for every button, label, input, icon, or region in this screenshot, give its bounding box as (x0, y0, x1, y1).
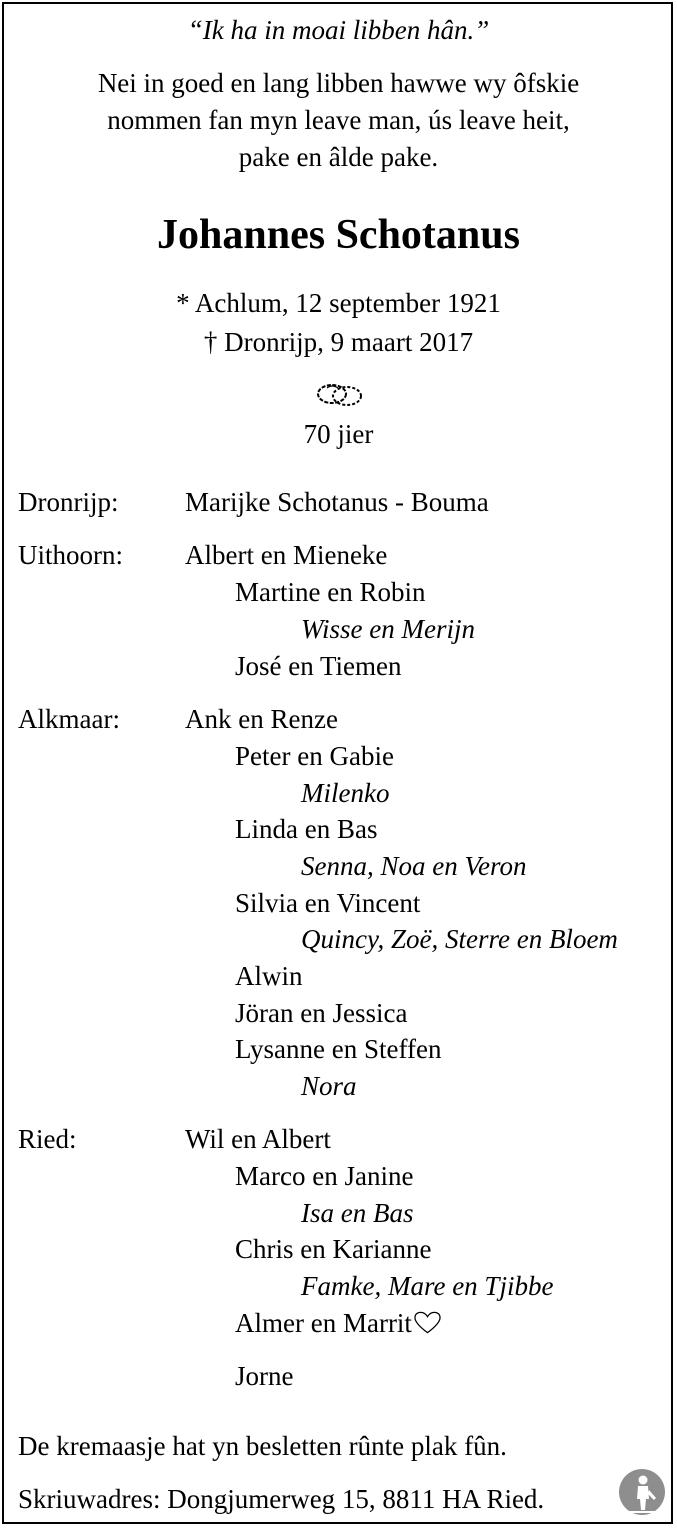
intro-line-3: pake en âlde pake. (238, 142, 439, 172)
family-place-alkmaar: Alkmaar: (18, 704, 120, 734)
grandchild-entry: Linda en Bas (235, 814, 378, 844)
grandchild-entry: Peter en Gabie (235, 741, 394, 771)
family-member: Marijke Schotanus - Bouma (185, 487, 489, 517)
grandchild-entry: Marco en Janine (235, 1161, 414, 1191)
family-place-dronrijp: Dronrijp: (18, 487, 119, 517)
family-place-ried: Ried: (18, 1124, 77, 1154)
great-grandchild-entry: Milenko (301, 778, 390, 808)
great-grandchild-entry: Isa en Bas (301, 1198, 414, 1228)
grandchild-couple-name: Almer en Marrit (235, 1308, 412, 1338)
grandchild-entry: Chris en Karianne (235, 1234, 432, 1264)
family-member: Albert en Mieneke (185, 540, 388, 570)
grandchild-entry: Jöran en Jessica (235, 998, 408, 1028)
memorial-figure-logo-icon (618, 1468, 666, 1516)
grandchild-entry: Jorne (235, 1361, 294, 1391)
marriage-years: 70 jier (303, 419, 374, 449)
heart-outline-icon (414, 1311, 441, 1335)
death-line: † Dronrijp, 9 maart 2017 (203, 327, 474, 357)
grandchild-entry-with-heart (235, 1307, 441, 1339)
family-member: Ank en Renze (185, 704, 338, 734)
wedding-rings-icon (313, 380, 367, 410)
grandchild-entry: Alwin (235, 961, 303, 991)
grandchild-entry: José en Tiemen (235, 651, 402, 681)
great-grandchild-entry: Famke, Mare en Tjibbe (301, 1271, 554, 1301)
correspondence-address: Skriuwadres: Dongjumerweg 15, 8811 HA Ried. (18, 1484, 545, 1514)
birth-line: * Achlum, 12 september 1921 (176, 288, 501, 318)
intro-line-2: nommen fan myn leave man, ús leave heit, (107, 105, 570, 135)
cremation-note: De kremaasje hat yn besletten rûnte plak fûn. (18, 1431, 507, 1461)
deceased-name: Johannes Schotanus (157, 212, 520, 258)
intro-line-1: Nei in goed en lang libben hawwe wy ôfskie (97, 68, 580, 98)
great-grandchild-entry: Senna, Noa en Veron (301, 851, 527, 881)
family-member: Wil en Albert (185, 1124, 331, 1154)
great-grandchild-entry: Quincy, Zoë, Sterre en Bloem (301, 924, 618, 954)
grandchild-entry: Silvia en Vincent (235, 888, 421, 918)
opening-quote: “Ik ha in moai libben hân.” (187, 15, 490, 45)
grandchild-entry: Martine en Robin (235, 577, 426, 607)
grandchild-entry: Lysanne en Steffen (235, 1034, 442, 1064)
family-place-uithoorn: Uithoorn: (18, 540, 123, 570)
great-grandchild-entry: Wisse en Merijn (301, 614, 475, 644)
great-grandchild-entry: Nora (301, 1071, 357, 1101)
